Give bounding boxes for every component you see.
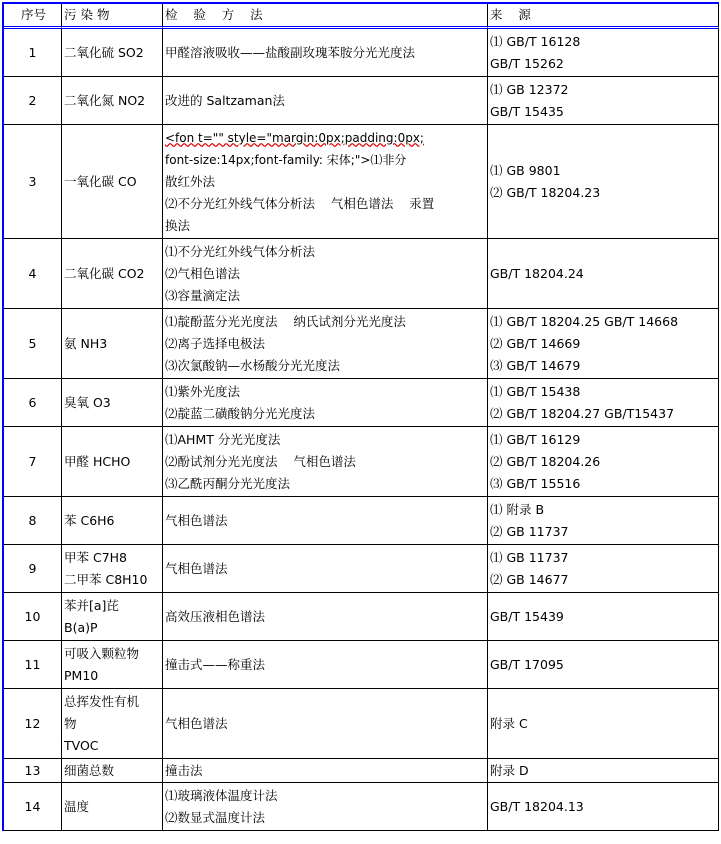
method-cell: ⑴玻璃液体温度计法 ⑵数显式温度计法 <box>163 783 488 831</box>
row-number: 6 <box>4 379 62 427</box>
source-cell: 附录 D <box>488 759 719 783</box>
row-number: 7 <box>4 427 62 497</box>
pollutant-cell: 一氧化碳 CO <box>62 125 163 239</box>
method-cell: ⑴靛酚蓝分光光度法 纳氏试剂分光光度法 ⑵离子选择电极法 ⑶次氯酸钠—水杨酸分光光度法 <box>163 309 488 379</box>
pollutant-cell: 二氧化碳 CO2 <box>62 239 163 309</box>
header-source: 来 源 <box>488 4 719 29</box>
pollutant-cell: 细菌总数 <box>62 759 163 783</box>
table-row <box>4 783 719 831</box>
table-row <box>4 759 719 783</box>
source-cell: GB/T 18204.13 <box>488 783 719 831</box>
table-row <box>4 593 719 641</box>
method-cell: 气相色谱法 <box>163 689 488 759</box>
method-cell: 改进的 Saltzaman法 <box>163 77 488 125</box>
method-cell: 甲醛溶液吸收——盐酸副玫瑰苯胺分光光度法 <box>163 29 488 77</box>
row-number: 9 <box>4 545 62 593</box>
source-cell: ⑴ GB/T 18204.25 GB/T 14668 ⑵ GB/T 14669 ⑶ GB/T 14679 <box>488 309 719 379</box>
table-row <box>4 29 719 77</box>
source-cell: ⑴ 附录 B ⑵ GB 11737 <box>488 497 719 545</box>
pollutant-cell: 臭氧 O3 <box>62 379 163 427</box>
pollutant-cell: 二氧化氮 NO2 <box>62 77 163 125</box>
table-row <box>4 689 719 759</box>
method-cell: <fon t="" style="margin:0px;padding:0px; font-size:14px;font-family: 宋体;">⑴非分 散红外法 ⑵不分光红外线气体分析法 气相色谱法 汞置 换法 <box>163 125 488 239</box>
pollutant-cell: 总挥发性有机 物 TVOC <box>62 689 163 759</box>
header-method: 检 验 方 法 <box>163 4 488 29</box>
pollutant-cell: 甲醛 HCHO <box>62 427 163 497</box>
table-row <box>4 239 719 309</box>
pollutant-cell: 可吸入颗粒物 PM10 <box>62 641 163 689</box>
row-number: 1 <box>4 29 62 77</box>
table-row <box>4 125 719 239</box>
pollutant-method-table <box>2 2 719 831</box>
table-row <box>4 641 719 689</box>
source-cell: ⑴ GB 12372 GB/T 15435 <box>488 77 719 125</box>
method-cell: ⑴紫外光度法 ⑵靛蓝二磺酸钠分光光度法 <box>163 379 488 427</box>
row-number: 8 <box>4 497 62 545</box>
row-number: 10 <box>4 593 62 641</box>
method-cell: 撞击法 <box>163 759 488 783</box>
table-row <box>4 497 719 545</box>
header-no: 序号 <box>4 4 62 29</box>
header-row <box>4 4 719 29</box>
pollutant-cell: 氨 NH3 <box>62 309 163 379</box>
source-cell: ⑴ GB/T 16128 GB/T 15262 <box>488 29 719 77</box>
method-cell: 高效压液相色谱法 <box>163 593 488 641</box>
method-cell: 气相色谱法 <box>163 497 488 545</box>
table-row <box>4 427 719 497</box>
pollutant-cell: 二氧化硫 SO2 <box>62 29 163 77</box>
row-number: 5 <box>4 309 62 379</box>
method-cell: ⑴AHMT 分光光度法 ⑵酚试剂分光光度法 气相色谱法 ⑶乙酰丙酮分光光度法 <box>163 427 488 497</box>
method-cell: 撞击式——称重法 <box>163 641 488 689</box>
row-number: 2 <box>4 77 62 125</box>
pollutant-cell: 甲苯 C7H8 二甲苯 C8H10 <box>62 545 163 593</box>
method-cell: 气相色谱法 <box>163 545 488 593</box>
row-number: 3 <box>4 125 62 239</box>
source-cell: ⑴ GB/T 15438 ⑵ GB/T 18204.27 GB/T15437 <box>488 379 719 427</box>
source-cell: GB/T 15439 <box>488 593 719 641</box>
table-row <box>4 379 719 427</box>
pollutant-cell: 苯 C6H6 <box>62 497 163 545</box>
header-pollutant: 污 染 物 <box>62 4 163 29</box>
row-number: 11 <box>4 641 62 689</box>
row-number: 12 <box>4 689 62 759</box>
source-cell: ⑴ GB 9801 ⑵ GB/T 18204.23 <box>488 125 719 239</box>
row-number: 14 <box>4 783 62 831</box>
table-row <box>4 77 719 125</box>
source-cell: ⑴ GB/T 16129 ⑵ GB/T 18204.26 ⑶ GB/T 15516 <box>488 427 719 497</box>
source-cell: GB/T 18204.24 <box>488 239 719 309</box>
source-cell: 附录 C <box>488 689 719 759</box>
method-cell: ⑴不分光红外线气体分析法 ⑵气相色谱法 ⑶容量滴定法 <box>163 239 488 309</box>
table-row <box>4 545 719 593</box>
row-number: 4 <box>4 239 62 309</box>
source-cell: GB/T 17095 <box>488 641 719 689</box>
row-number: 13 <box>4 759 62 783</box>
table-row <box>4 309 719 379</box>
pollutant-cell: 温度 <box>62 783 163 831</box>
pollutant-cell: 苯并[a]芘 B(a)P <box>62 593 163 641</box>
source-cell: ⑴ GB 11737 ⑵ GB 14677 <box>488 545 719 593</box>
